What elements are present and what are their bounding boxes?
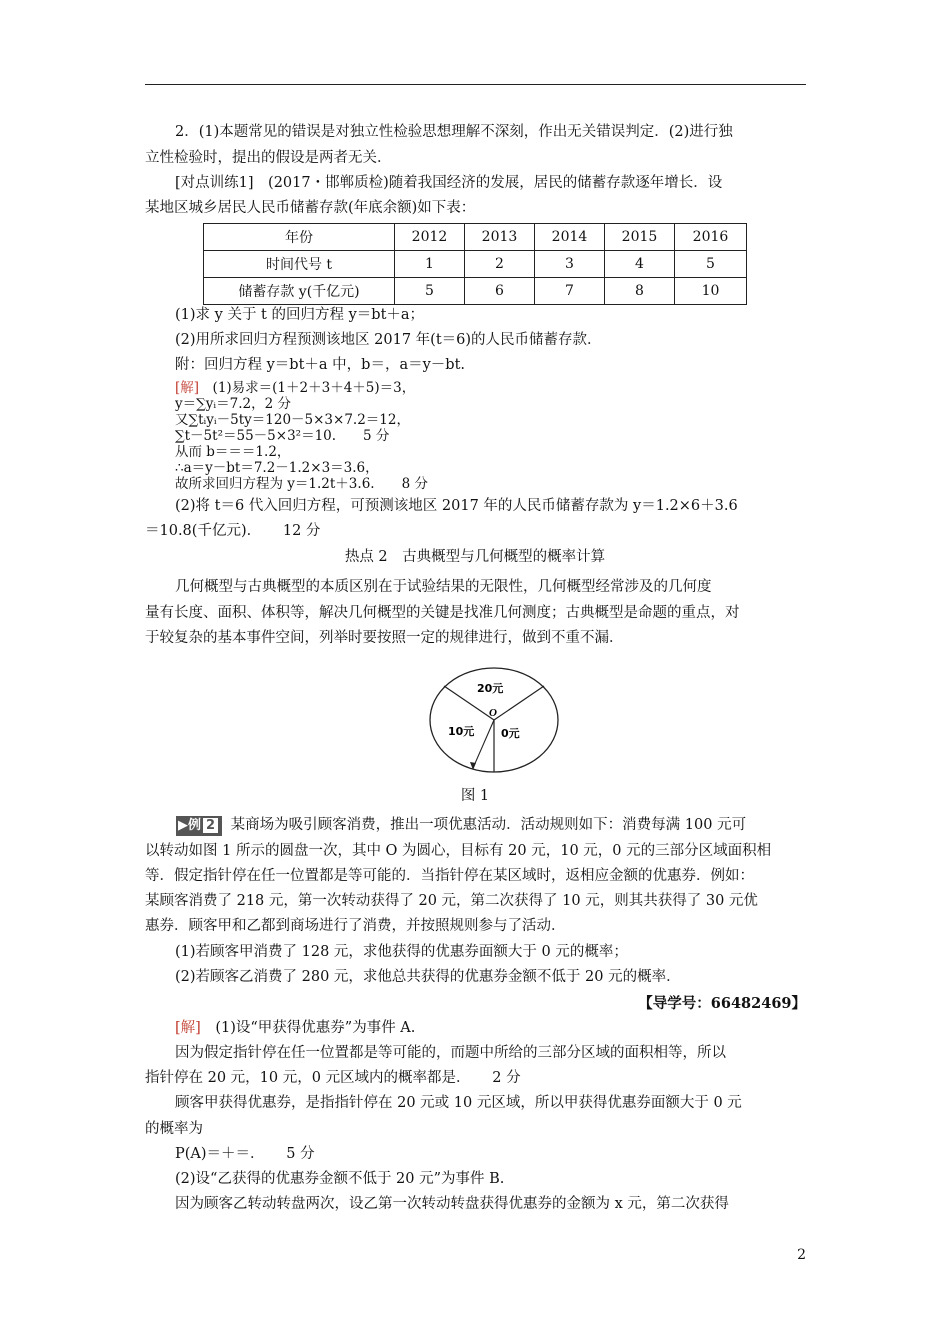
page-number: 2 (797, 1247, 806, 1263)
text-line: 等．假定指针停在任一位置都是等可能的．当指针停在某区域时，返相应金额的优惠券．例如： (145, 868, 754, 884)
text-line: 几何概型与古典概型的本质区别在于试验结果的无限性，几何概型经常涉及的几何度 (175, 579, 712, 595)
text-line: (2)用所求回归方程预测该地区 2017 年(t＝6)的人民币储蓄存款． (175, 332, 602, 348)
solution-line (175, 381, 415, 396)
text-line: 附：回归方程 y＝bt＋a 中，b＝，a＝y－bt. (175, 357, 465, 373)
text-line: 立性检验时，提出的假设是两者无关． (145, 150, 392, 166)
text-line: 某地区城乡居民人民币储蓄存款(年底余额)如下表： (145, 200, 476, 216)
text-line: ＝10.8(千亿元)． 12 分 (145, 523, 321, 539)
text-line: (2)将 t＝6 代入回归方程，可预测该地区 2017 年的人民币储蓄存款为 y＝1.2×6＋3.6 (175, 498, 738, 514)
text-line: ∴a＝y－bt＝7.2－1.2×3＝3.6， (175, 460, 379, 476)
table-cell: 4 (605, 251, 675, 278)
figure-caption: 图 1 (460, 788, 490, 804)
example-label: 例 (188, 818, 202, 833)
text-line: [对点训练1] (2017・邯郸质检)随着我国经济的发展，居民的储蓄存款逐年增长．设 (175, 175, 723, 191)
savings-table (203, 223, 747, 305)
table-cell: 8 (605, 278, 675, 305)
table-cell: 2013 (465, 224, 535, 251)
text-line: 因为假定指针停在任一位置都是等可能的，而题中所给的三部分区域的面积相等，所以 (175, 1045, 726, 1061)
text-line: y＝∑yᵢ＝7.2，2 分 (175, 396, 291, 412)
text-line: 故所求回归方程为 y＝1.2t＋3.6. 8 分 (175, 476, 428, 492)
text-line: 量有长度、面积、体积等，解决几何概型的关键是找准几何测度；古典概型是命题的重点，对 (145, 605, 740, 621)
spinner-figure (428, 666, 562, 776)
text-line: 某顾客消费了 218 元，第一次转动获得了 20 元，第二次获得了 10 元，则其共获得了 30 元优 (145, 893, 758, 909)
table-cell: 2012 (395, 224, 465, 251)
table-cell: 5 (395, 278, 465, 305)
solution-tag: [解] (175, 1020, 201, 1036)
table-cell: 6 (465, 278, 535, 305)
solution-text: (1)易求＝(1＋2＋3＋4＋5)＝3， (199, 380, 416, 396)
table-row (204, 224, 747, 251)
text-line: 从而 b＝＝＝1.2， (175, 444, 291, 460)
section-heading: 热点 2 古典概型与几何概型的概率计算 (344, 549, 606, 565)
text-line: (2)设“乙获得的优惠券金额不低于 20 元”为事件 B. (175, 1171, 505, 1187)
text-line: (1)若顾客甲消费了 128 元，求他获得的优惠券面额大于 0 元的概率； (175, 944, 628, 960)
table-cell: 2015 (605, 224, 675, 251)
text-line: ∑t－5t²＝55－5×3²＝10. 5 分 (175, 428, 390, 444)
solution-text: (1)设“甲获得优惠券”为事件 A. (200, 1020, 416, 1036)
table-row (204, 251, 747, 278)
table-cell: 2014 (535, 224, 605, 251)
example-line (176, 815, 746, 836)
example-badge: ▶例 2 (176, 816, 222, 836)
text-line: 惠券．顾客甲和乙都到商场进行了消费，并按照规则参与了活动． (145, 918, 566, 934)
table-cell: 5 (675, 251, 747, 278)
sector-label-10: 10元 (448, 725, 475, 738)
text-line: P(A)＝＋＝． 5 分 (175, 1146, 315, 1162)
table-cell: 7 (535, 278, 605, 305)
sector-label-20: 20元 (477, 682, 504, 695)
table-cell: 年份 (204, 224, 395, 251)
table-cell: 10 (675, 278, 747, 305)
table-cell: 1 (395, 251, 465, 278)
solution-tag: [解] (175, 380, 200, 396)
header-rule (145, 84, 806, 85)
text-line: 的概率为 (145, 1121, 203, 1137)
text-line: 以转动如图 1 所示的圆盘一次，其中 O 为圆心，目标有 20 元，10 元，0 元的三部分区域面积相 (145, 843, 772, 859)
table-cell: 2 (465, 251, 535, 278)
sector-label-0: 0元 (501, 727, 520, 740)
table-cell: 2016 (675, 224, 747, 251)
text-line: 顾客甲获得优惠券，是指指针停在 20 元或 10 元区域，所以甲获得优惠券面额大于 0 元 (175, 1095, 742, 1111)
text-line: (2)若顾客乙消费了 280 元，求他总共获得的优惠券金额不低于 20 元的概率． (175, 969, 681, 985)
center-label: O (489, 707, 497, 719)
text-line: 指针停在 20 元，10 元，0 元区域内的概率都是． 2 分 (145, 1070, 521, 1086)
table-cell: 储蓄存款 y(千亿元) (204, 278, 395, 305)
table-cell: 3 (535, 251, 605, 278)
example-number: 2 (203, 818, 218, 833)
table-cell: 时间代号 t (204, 251, 395, 278)
table-row (204, 278, 747, 305)
text-line: 2．(1)本题常见的错误是对独立性检验思想理解不深刻，作出无关错误判定．(2)进行独 (175, 124, 733, 140)
text-line: 又∑tᵢyᵢ－5ty＝120－5×3×7.2＝12， (175, 412, 410, 428)
text-line: 于较复杂的基本事件空间，列举时要按照一定的规律进行，做到不重不漏． (145, 630, 624, 646)
text-line: (1)求 y 关于 t 的回归方程 y＝bt＋a； (175, 307, 425, 323)
guide-number: 【导学号：66482469】 (638, 995, 806, 1012)
text-line: 因为顾客乙转动转盘两次，设乙第一次转动转盘获得优惠券的金额为 x 元，第二次获得 (175, 1196, 729, 1212)
solution-line (175, 1018, 415, 1038)
pointer-needle (473, 720, 494, 768)
example-text: 某商场为吸引顾客消费，推出一项优惠活动．活动规则如下：消费每满 100 元可 (230, 817, 747, 833)
